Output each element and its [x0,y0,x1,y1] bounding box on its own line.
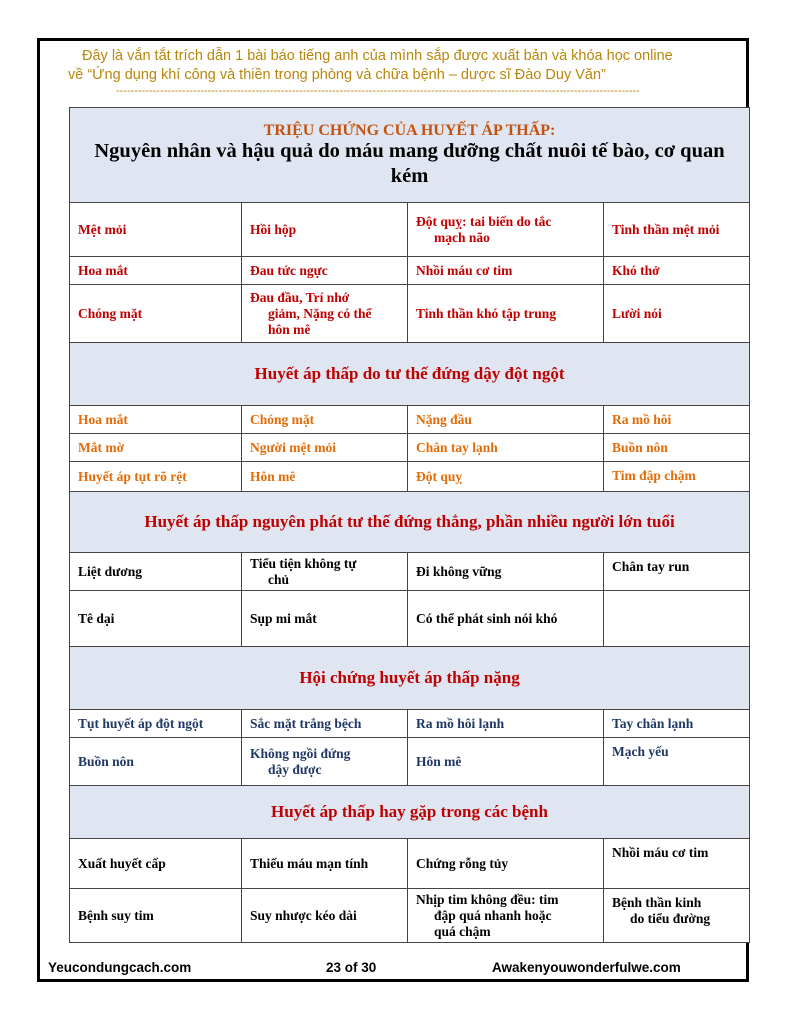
cell-text: Thiếu máu mạn tính [250,855,369,871]
table-cell [408,406,604,434]
table-cell [604,257,750,285]
cell-text-line: Không ngồi đứng [250,745,351,761]
cell-text: Huyết áp tụt rõ rệt [78,468,187,484]
cell-text [612,895,741,927]
cell-text: Người mệt mỏi [250,439,337,455]
cell-text: Chân tay lạnh [416,439,498,455]
section-title-row [70,786,750,839]
table-row [70,203,750,257]
table-cell [242,591,408,647]
cell-text: Xuất huyết cấp [78,855,166,871]
table-row [70,591,750,647]
cell-text: Khó thở [612,262,660,278]
header-line-2: về “Ứng dụng khí công và thiền trong phòng và chữa bệnh – dược sĩ Đào Duy Văn” [68,67,606,83]
table-cell [408,839,604,889]
table-cell [408,285,604,343]
section-title-row [70,647,750,710]
table-cell [242,285,408,343]
cell-text: Lười nói [612,305,662,321]
table-row [70,434,750,462]
cell-text [250,290,399,338]
cell-text: Sắc mặt trắng bệch [250,715,362,731]
table-row [70,889,750,943]
table-cell [242,738,408,786]
table-cell [242,710,408,738]
table-cell [242,203,408,257]
table-cell [242,839,408,889]
section-title-cell [70,343,750,406]
header-line-1: Đây là vắn tắt trích dẫn 1 bài báo tiếng anh của mình sắp được xuất bản và khóa học online [82,48,673,64]
cell-text: Tinh thần mệt mỏi [612,221,720,237]
cell-text: Hoa mắt [78,262,128,278]
table-cell [604,591,750,647]
cell-text: Suy nhược kéo dài [250,907,357,923]
table-cell [70,839,242,889]
cell-text: Hôn mê [250,468,296,484]
table-cell [242,889,408,943]
cell-text: Tê dại [78,610,115,626]
table-subtitle: Nguyên nhân và hậu quả do máu mang dưỡng chất nuôi tế bào, cơ quan kém [94,140,725,187]
footer-page-number: 23 of 30 [326,960,377,975]
table-cell [604,406,750,434]
table-cell [70,710,242,738]
table-title-cell [70,108,750,203]
table-row [70,257,750,285]
footer-site-left: Yeucondungcach.com [48,960,192,975]
table-cell [70,285,242,343]
table-cell [70,591,242,647]
table-cell [408,434,604,462]
table-cell [408,889,604,943]
cell-text: Buồn nôn [78,753,134,769]
cell-text: Tim đập chậm [612,468,696,483]
cell-text-line: chủ [268,571,290,587]
cell-text: Mệt mỏi [78,221,127,237]
section-title-cell [70,492,750,553]
table-row [70,839,750,889]
table-row [70,285,750,343]
table-cell [604,462,750,492]
table-cell [242,406,408,434]
table-cell [408,738,604,786]
cell-text: Ra mồ hôi [612,412,672,427]
cell-text-line: giảm, Nặng có thể [268,305,372,321]
table-cell [70,406,242,434]
table-cell [604,434,750,462]
cell-text-line: Nhịp tim không đều: tim [416,891,559,907]
cell-text [416,214,595,246]
table-title-row [70,108,750,203]
table-cell [604,839,750,889]
footer-site-right: Awakenyouwonderfulwe.com [492,960,681,975]
table-cell [70,434,242,462]
table-cell [604,710,750,738]
cell-text-line: Bệnh thần kinh [612,895,702,910]
table-row [70,406,750,434]
cell-text: Tay chân lạnh [612,716,694,731]
cell-text: Nặng đầu [416,411,472,427]
section-title-row [70,492,750,553]
cell-text: Tụt huyết áp đột ngột [78,715,204,731]
table-row [70,738,750,786]
table-cell [604,553,750,591]
table-cell [242,434,408,462]
table-cell [70,553,242,591]
table-cell [408,203,604,257]
cell-text: Đi không vững [416,563,502,579]
section-title-row [70,343,750,406]
table-cell [408,553,604,591]
table-cell [70,738,242,786]
section-title: Huyết áp thấp nguyên phát tư thế đứng thẳng, phần nhiều người lớn tuổi [144,511,675,531]
cell-text-line: quá chậm [434,923,491,939]
table-row [70,710,750,738]
cell-text-line: đập quá nhanh hoặc [434,907,552,923]
table-row [70,553,750,591]
cell-text: Đột quỵ [416,468,463,484]
cell-text: Tinh thần khó tập trung [416,305,557,321]
table-cell [604,203,750,257]
table-title: TRIỆU CHỨNG CỦA HUYẾT ÁP THẤP: [263,122,556,139]
section-title-cell [70,647,750,710]
cell-text-line: hôn mê [268,321,311,337]
table-cell [70,203,242,257]
cell-text: Chóng mặt [250,411,315,427]
cell-text: Mắt mờ [78,439,125,455]
cell-text: Hồi hộp [250,221,297,237]
section-title: Hội chứng huyết áp thấp nặng [299,667,520,687]
cell-text: Nhồi máu cơ tim [416,262,513,278]
cell-text: Chứng rỗng tủy [416,855,509,871]
cell-text: Hôn mê [416,753,462,769]
table-cell [408,257,604,285]
table-cell [242,257,408,285]
table-cell [242,462,408,492]
section-title: Huyết áp thấp hay gặp trong các bệnh [271,801,548,821]
cell-text: Đau tức ngực [250,262,328,278]
table-cell [408,710,604,738]
cell-text: Ra mồ hôi lạnh [416,715,505,731]
cell-text: Nhồi máu cơ tim [612,845,709,860]
table-cell [70,462,242,492]
table-cell [604,738,750,786]
cell-text: Liệt dương [78,563,142,579]
table-row [70,462,750,492]
cell-text: Có thể phát sinh nói khó [416,610,558,626]
symptoms-table [69,107,750,943]
cell-text: Chân tay run [612,559,690,574]
cell-text: Mạch yếu [612,744,669,759]
table-cell [604,889,750,943]
header-divider: ----------------------------------------------------------------------------------------------------------------------------------------------- [116,85,640,97]
section-title: Huyết áp thấp do tư thế đứng dậy đột ngột [254,363,565,383]
table-cell [242,553,408,591]
cell-text [416,892,595,940]
cell-text: Buồn nôn [612,440,668,455]
table-cell [70,257,242,285]
cell-text [250,746,399,778]
table-cell [408,462,604,492]
cell-text: Hoa mắt [78,411,128,427]
section-title-cell [70,786,750,839]
page-header [60,47,740,97]
cell-text-line: Tiểu tiện không tự [250,555,357,571]
cell-text: Bệnh suy tim [78,907,154,923]
cell-text-line: dậy được [268,761,322,777]
table-cell [604,285,750,343]
cell-text-line: Đau đầu, Trí nhớ [250,289,350,305]
cell-text-line: mạch não [434,229,490,245]
table-cell [70,889,242,943]
cell-text: Sụp mi mắt [250,610,317,626]
cell-text: Chóng mặt [78,305,143,321]
table-cell [408,591,604,647]
cell-text-line: Đột quỵ: tai biến do tắc [416,213,552,229]
cell-text-line: do tiểu đường [630,911,711,926]
cell-text [250,556,399,588]
